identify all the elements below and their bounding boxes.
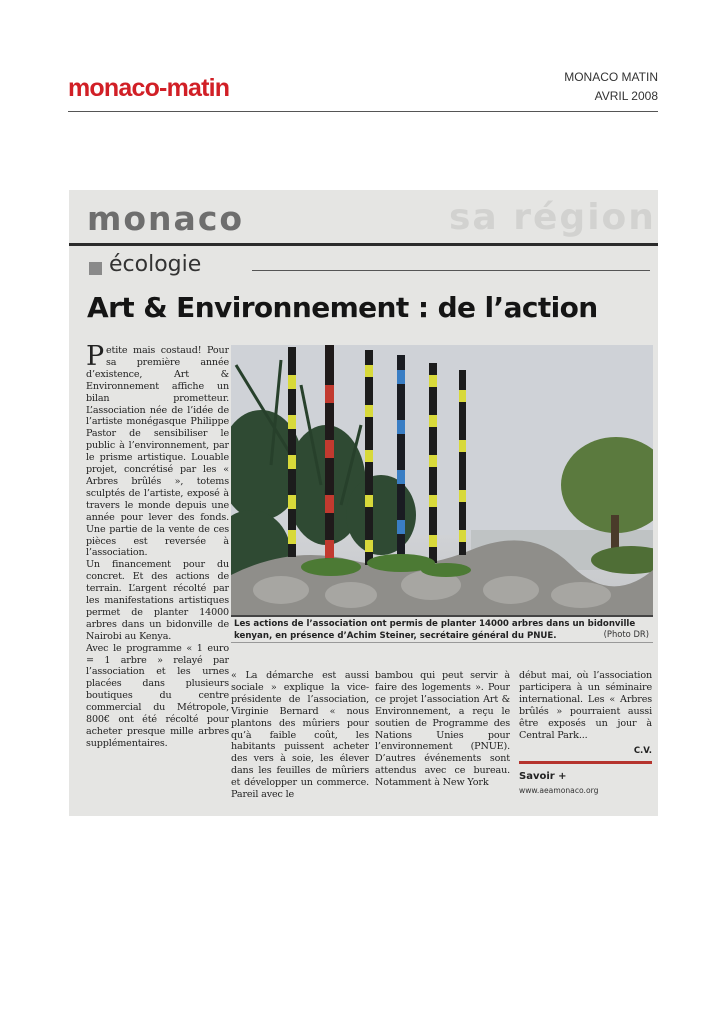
masthead: monaco (87, 199, 245, 238)
article-column-2 (231, 670, 369, 800)
header-rule (68, 111, 658, 112)
rubric-rule (252, 270, 650, 271)
paragraph: « La démarche est aussi sociale » explique la vice-présidente de l’association, Virginie Bernard « nous plantons des mûriers pour qu’à faible coût, les habitants puissent acheter des vers à soie, les élever dans les feuilles de mûriers et développer un commerce. Pareil avec le (231, 670, 369, 800)
article-photo (231, 345, 653, 615)
savoir-plus-label: Savoir + (519, 771, 567, 782)
paragraph-text: etite mais costaud! Pour sa première année d’existence, Art & Environnement affiche un bilan prometteur. L’association née de l’idée de l’artiste monégasque Philippe Pastor de sensibiliser le public à l’environnement, par le prisme artistique. Louable projet, concrétisé par les « Arbres brûlés », totems sculptés de l’artiste, exposé à travers le monde depuis une année pour lever des fonds. Une partie de la vente de ces pièces est reversée à l’association. (86, 345, 229, 559)
page-logo: monaco-matin (68, 74, 230, 102)
masthead-ghost: sa région (449, 197, 656, 238)
paragraph: début mai, où l’association participera à un séminaire international. Les « Arbres brûlés » pourraient aussi être exposés un jour à Central Park... (519, 670, 652, 741)
rubric-square-icon (89, 262, 102, 275)
caption-text: Les actions de l’association ont permis de planter 14000 arbres dans un bidonville kenyan, en présence d’Achim Steiner, secrétaire général du PNUE. (234, 619, 636, 641)
header-meta (564, 68, 658, 106)
publication-name: MONACO MATIN (564, 70, 658, 84)
photo-caption (231, 615, 653, 643)
paragraph: Un financement pour du concret. Et des actions de terrain. L’argent récolté par les manifestations artistiques permet de planter 14000 arbres dans un bidonville de Nairobi au Kenya. (86, 559, 229, 642)
rubric-label: écologie (109, 252, 202, 277)
article-column-3 (375, 670, 510, 800)
savoir-rule (519, 761, 652, 764)
photo-credit: (Photo DR) (603, 629, 649, 639)
masthead-rule (69, 243, 658, 246)
photo-totems-garden (231, 345, 653, 615)
headline: Art & Environnement : de l’action (87, 291, 598, 324)
author-signature: C.V. (633, 746, 652, 756)
article-column-1 (86, 345, 229, 800)
dropcap: P (86, 345, 105, 372)
website-link[interactable]: www.aeamonaco.org (519, 786, 599, 795)
newspaper-clipping (69, 190, 658, 816)
paragraph (86, 345, 229, 559)
paragraph: Avec le programme « 1 euro = 1 arbre » relayé par l’association et les urnes placées dans plusieurs boutiques du centre commercial du Métropole, 800€ ont été récolté pour acheter presque mille arbres supplémentaires. (86, 642, 229, 749)
publication-date: AVRIL 2008 (594, 89, 658, 103)
paragraph: bambou qui peut servir à faire des logements ». Pour ce projet l’association Art & Environnement, a reçu le soutien de Programme des Nations Unies pour l’environnement (PNUE). D’autres événements sont attendus avec ce bureau. Notamment à New York (375, 670, 510, 789)
